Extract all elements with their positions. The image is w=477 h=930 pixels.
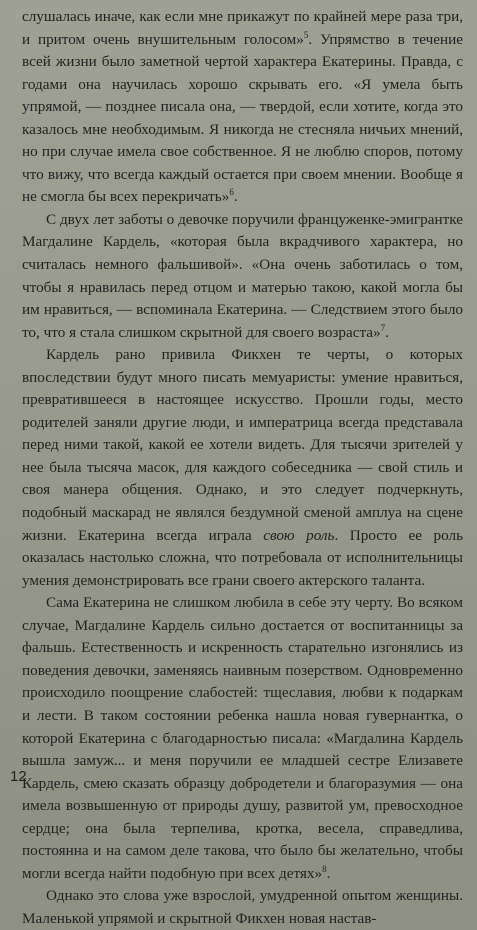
footnote-marker: 5	[303, 29, 309, 40]
text-run: .	[326, 864, 331, 882]
emphasized-text: свою роль	[263, 526, 335, 544]
footnote-marker: 8	[322, 863, 327, 874]
text-run: .	[233, 188, 238, 206]
text-run: . Упрямство в течение всей жизни было заметной чертой характера Екатерины. Правда, с годами она научилась хорошо скрывать его. «Я умела быть упрямой, — позднее писала она, — твердой, если хотите, когда это казалось мне необходимым. Я никогда не стесняла ничьих мнений, но при случае имела свое собственное. Я не люблю споров, потому что вижу, что всегда каждый остается при своем мнении. Вообще я не смогла бы всех перекричать»	[22, 30, 463, 206]
body-text	[22, 6, 463, 930]
text-run: Однако это слова уже взрослой, умудренной опытом женщины. Маленькой упрямой и скрытной Фикхен новая настав-	[22, 887, 463, 927]
page-number: 12	[10, 768, 27, 785]
text-run: слушалась иначе, как если мне прикажут по крайней мере раза три, и притом очень внушительным голосом»	[22, 8, 463, 48]
text-run: Сама Екатерина не слишком любила в себе эту черту. Во всяком случае, Магдалине Кардель сильно достается от воспитанницы за фальшь. Естественность и искренность старательно изгонялись из поведения девочки, заменяясь наивным позерством. Одновременно происходило поощрение слабостей: тщеславия, любви к подаркам и лести. В таком состоянии ребенка нашла новая гувернантка, о которой Екатерина с благодарностью писала: «Магдалина Кардель вышла замуж... и меня поручили ее младшей сестре Елизавете Кардель, смею сказать образцу добродетели и благоразумия — она имела возвышенную от природы душу, развитой ум, превосходное сердце; она была терпелива, кротка, весела, справедлива, постоянна и на самом деле такова, что было бы желательно, чтобы могли всегда найти подобную при всех детях»	[22, 594, 463, 882]
text-run: . Просто ее роль оказалась настолько сложна, что потребовала от исполнительницы умения демонстрировать все грани своего актерского таланта.	[22, 526, 464, 589]
footnote-marker: 6	[229, 187, 234, 198]
footnote-marker: 7	[380, 322, 386, 333]
paragraph	[22, 344, 463, 592]
paragraph	[22, 885, 463, 930]
paragraph	[22, 209, 463, 344]
paragraph	[22, 6, 463, 209]
text-run: С двух лет заботы о девочке поручили француженке-эмигрантке Магдалине Кардель, «которая была вкрадчивого характера, но считалась немного фальшивой». «Она очень заботилась о том, чтобы я нравилась перед отцом и матерью такою, какой могла бы им нравиться, — вспоминала Екатерина. — Следствием этого было то, что я стала слишком скрытной для своего возраста»	[22, 210, 463, 341]
text-run: .	[385, 323, 389, 341]
paragraph	[22, 592, 463, 885]
text-run: Кардель рано привила Фикхен те черты, о которых впоследствии будут много писать мемуаристы: умение нравиться, превратившееся в настоящее искусство. Прошли годы, место родителей заняли другие люди, и императрица всегда представала перед ними такой, какой ее хотели видеть. Для тысячи зрителей у нее была тысяча масок, для каждого собеседника — свой стиль и своя манера общения. Однако, и это следует подчеркнуть, подобный маскарад не являлся бездумной сменой амплуа на сцене жизни. Екатерина всегда играла	[22, 346, 463, 544]
